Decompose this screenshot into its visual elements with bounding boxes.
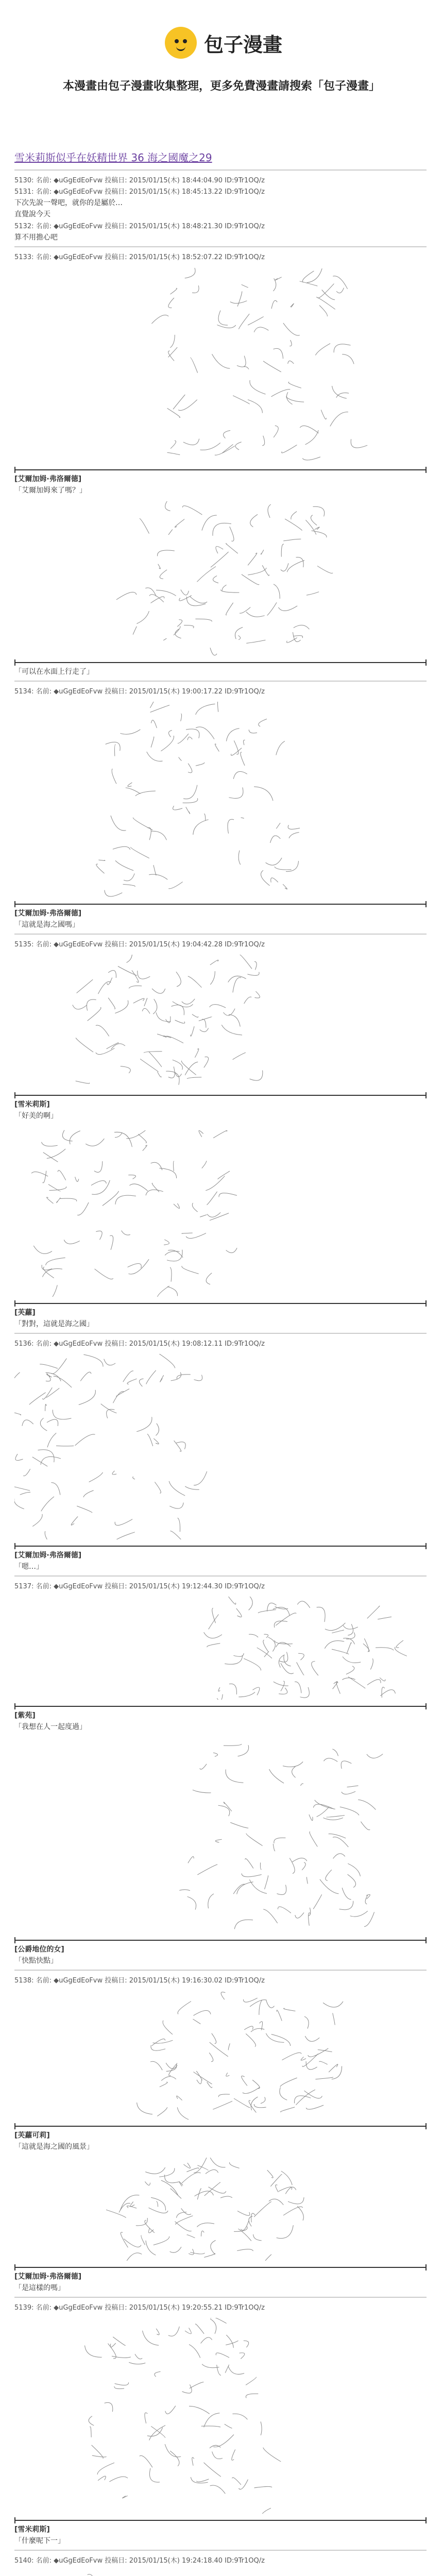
post-meta: 5134: 名前: ◆uGgEdEoFvw 投稿日: 2015/01/15(木) 19:00:17.22 ID:9Tr1OQ/z — [14, 688, 265, 696]
speaker-tag: [紫苑] — [14, 1711, 36, 1720]
divider — [14, 1575, 427, 1577]
speaker-tag: [艾爾加姆·弗洛爾德] — [14, 909, 82, 918]
post-meta: 5136: 名前: ◆uGgEdEoFvw 投稿日: 2015/01/15(木) 19:08:12.11 ID:9Tr1OQ/z — [14, 1340, 265, 1348]
section-divider-bar — [14, 1095, 427, 1096]
story-section — [14, 2318, 427, 2565]
divider — [14, 934, 427, 935]
post-line: 算不用擔心吧 — [14, 233, 58, 242]
ascii-art-illustration — [14, 267, 427, 463]
ascii-art-illustration — [14, 2318, 427, 2514]
divider — [14, 2297, 427, 2298]
story-section — [14, 1354, 427, 1590]
post-meta: 5140: 名前: ◆uGgEdEoFvw 投稿日: 2015/01/15(木) 19:24:18.40 ID:9Tr1OQ/z — [14, 2557, 265, 2565]
section-divider-bar — [14, 2520, 427, 2521]
post — [14, 175, 427, 184]
divider — [14, 2550, 427, 2551]
story-section — [14, 1738, 427, 1985]
section-divider-bar — [14, 1546, 427, 1547]
dialogue-line: 「快點快點」 — [14, 1957, 58, 1965]
divider — [14, 1970, 427, 1971]
post-meta: 5132: 名前: ◆uGgEdEoFvw 投稿日: 2015/01/15(木) 18:48:21.30 ID:9Tr1OQ/z — [14, 223, 265, 230]
ascii-art-illustration — [14, 2571, 427, 2576]
post-meta: 5130: 名前: ◆uGgEdEoFvw 投稿日: 2015/01/15(木) 18:44:04.90 ID:9Tr1OQ/z — [14, 177, 265, 184]
story-section — [14, 501, 427, 696]
logo-icon — [165, 27, 197, 59]
site-header — [0, 0, 443, 129]
post — [14, 186, 427, 219]
post-meta: 5139: 名前: ◆uGgEdEoFvw 投稿日: 2015/01/15(木) 19:20:55.21 ID:9Tr1OQ/z — [14, 2304, 265, 2312]
divider — [14, 246, 427, 247]
section-divider-bar — [14, 1940, 427, 1941]
thread-title-link[interactable]: 雪米莉斯似乎在妖精世界 36 海之國魔之29 — [14, 151, 212, 164]
thread-content — [14, 149, 427, 2576]
section-divider-bar — [14, 2267, 427, 2268]
ascii-art-illustration — [14, 1738, 427, 1934]
story-section — [14, 1597, 427, 1732]
post-meta: 5135: 名前: ◆uGgEdEoFvw 投稿日: 2015/01/15(木) 19:04:42.28 ID:9Tr1OQ/z — [14, 941, 265, 948]
post-line: 下次先說一聲吧，就你的是屬於… — [14, 199, 123, 207]
post-meta: 5138: 名前: ◆uGgEdEoFvw 投稿日: 2015/01/15(木) 19:16:30.02 ID:9Tr1OQ/z — [14, 1977, 265, 1985]
ascii-art-illustration — [14, 1354, 427, 1539]
story-section — [14, 2571, 427, 2576]
speaker-tag: [雪米莉斯] — [14, 1100, 50, 1109]
section-divider-bar — [14, 1706, 427, 1707]
dialogue-line: 「是這樣的嗎」 — [14, 2284, 65, 2292]
divider — [14, 681, 427, 682]
section-divider-bar — [14, 2126, 427, 2127]
ascii-art-illustration — [14, 702, 427, 897]
story-section — [14, 955, 427, 1121]
speaker-tag: [艾爾加姆·弗洛爾德] — [14, 1551, 82, 1560]
dialogue-line: 「好美的啊」 — [14, 1112, 58, 1120]
story-section — [14, 2158, 427, 2312]
ascii-art-illustration — [14, 1127, 427, 1297]
speaker-tag: [雪米莉斯] — [14, 2526, 50, 2534]
logo[interactable] — [165, 27, 282, 59]
dialogue-line: 「什麼呢下一」 — [14, 2537, 65, 2545]
post-meta: 5131: 名前: ◆uGgEdEoFvw 投稿日: 2015/01/15(木) 18:45:13.22 ID:9Tr1OQ/z — [14, 188, 265, 196]
story-section — [14, 1127, 427, 1348]
logo-text: 包子漫畫 — [204, 33, 283, 56]
ascii-art-illustration — [14, 2158, 427, 2261]
speaker-tag: [芙蘿] — [14, 1309, 36, 1317]
speaker-tag: [艾爾加姆·弗洛爾德] — [14, 475, 82, 483]
section-divider-bar — [14, 469, 427, 470]
story-section — [14, 1991, 427, 2151]
post-meta: 5137: 名前: ◆uGgEdEoFvw 投稿日: 2015/01/15(木) 19:12:44.30 ID:9Tr1OQ/z — [14, 1583, 265, 1590]
post-meta: 5133: 名前: ◆uGgEdEoFvw 投稿日: 2015/01/15(木) 18:52:07.22 ID:9Tr1OQ/z — [14, 253, 265, 261]
section-divider-bar — [14, 662, 427, 663]
dialogue-line: 「這就是海之國嗎」 — [14, 921, 79, 929]
speaker-tag: [艾爾加姆·弗洛爾德] — [14, 2273, 82, 2281]
post-line: 直覺說今天 — [14, 210, 50, 218]
ascii-art-illustration — [14, 501, 427, 656]
section-divider-bar — [14, 904, 427, 905]
dialogue-line: 「我想在人一起度過」 — [14, 1723, 87, 1731]
post — [14, 251, 427, 261]
dialogue-line: 「艾爾加姆來了嗎？」 — [14, 486, 87, 495]
story-section — [14, 267, 427, 495]
dialogue-line: 「嗯…」 — [14, 1563, 43, 1571]
ascii-art-illustration — [14, 955, 427, 1089]
dialogue-line: 「對對，這就是海之國」 — [14, 1320, 94, 1328]
ascii-art-illustration — [14, 1597, 427, 1700]
dialogue-line: 「可以在水面上行走了」 — [14, 668, 94, 676]
site-notice: 本漫畫由包子漫畫收集整理，更多免費漫畫請搜索「包子漫畫」 — [62, 80, 380, 93]
speaker-tag: [芙蘿可莉] — [14, 2131, 50, 2140]
post — [14, 221, 427, 242]
section-divider-bar — [14, 1303, 427, 1304]
story-section — [14, 702, 427, 948]
speaker-tag: [公爵地位的女] — [14, 1945, 64, 1954]
divider — [14, 1333, 427, 1334]
dialogue-line: 「這就是海之國的風景」 — [14, 2143, 94, 2151]
ascii-art-illustration — [14, 1991, 427, 2120]
divider — [14, 170, 427, 171]
